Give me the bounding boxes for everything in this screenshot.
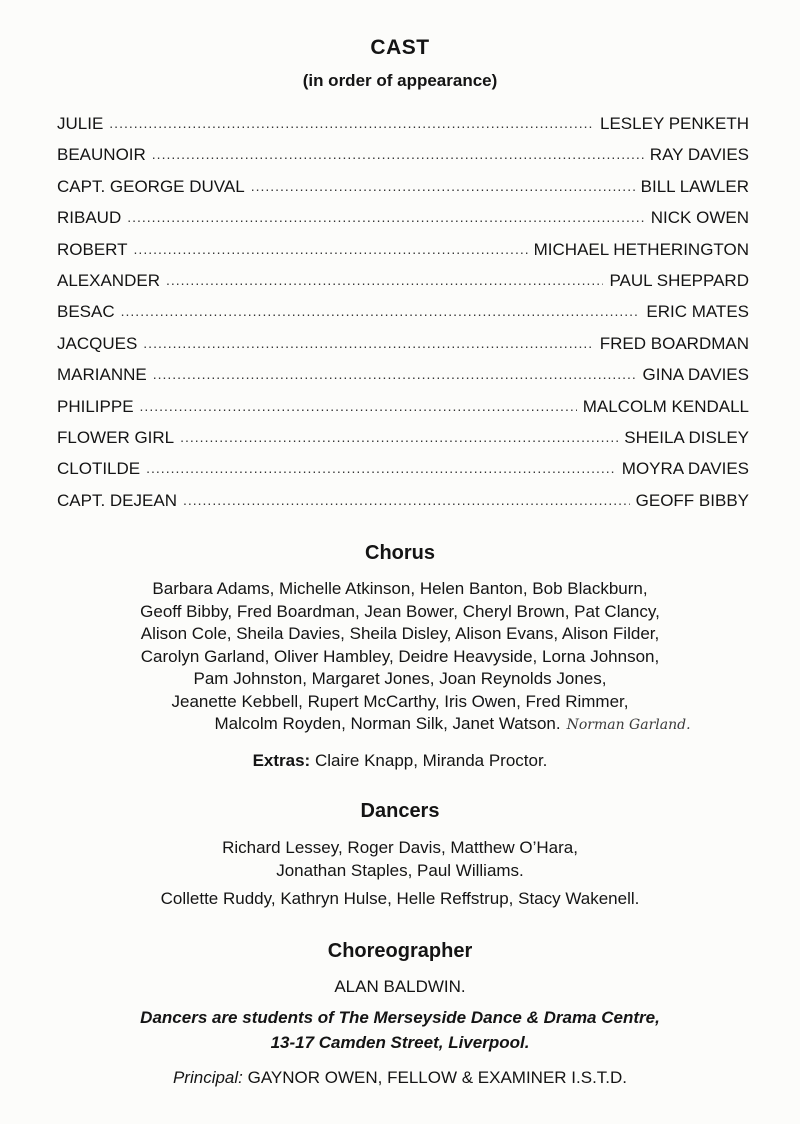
cast-row bbox=[57, 302, 749, 333]
role-name: CAPT. GEORGE DUVAL bbox=[57, 176, 245, 196]
dot-leader bbox=[166, 272, 604, 288]
dot-leader bbox=[180, 429, 618, 445]
cast-row bbox=[57, 271, 749, 302]
school-note bbox=[40, 1005, 760, 1055]
actor-name: ERIC MATES bbox=[646, 302, 749, 322]
actor-name: LESLEY PENKETH bbox=[600, 114, 749, 133]
role-name: ROBERT bbox=[57, 239, 128, 259]
cast-row bbox=[57, 240, 749, 271]
chorus-line: Geoff Bibby, Fred Boardman, Jean Bower, Cheryl Brown, Pat Clancy, bbox=[140, 601, 660, 621]
actor-name: FRED BOARDMAN bbox=[599, 333, 749, 353]
chorus-line: Jeanette Kebbell, Rupert McCarthy, Iris Owen, Fred Rimmer, bbox=[171, 691, 629, 711]
cast-row bbox=[57, 365, 749, 396]
cast-row bbox=[57, 177, 749, 208]
principal-label: Principal: bbox=[172, 1068, 243, 1087]
school-note-line: Dancers are students of The Merseyside Dance & Drama Centre, bbox=[140, 1008, 660, 1027]
principal-line bbox=[0, 1068, 800, 1088]
extras-line bbox=[0, 751, 800, 771]
chorus-line: Barbara Adams, Michelle Atkinson, Helen Banton, Bob Blackburn, bbox=[152, 579, 648, 598]
role-name: CAPT. DEJEAN bbox=[57, 490, 177, 510]
cast-row bbox=[57, 114, 749, 145]
role-name: BEAUNOIR bbox=[57, 145, 146, 165]
handwritten-note: Norman Garland. bbox=[566, 717, 691, 733]
extras-label: Extras: bbox=[252, 751, 311, 770]
actor-name: MOYRA DAVIES bbox=[621, 459, 749, 479]
cast-row bbox=[57, 208, 749, 239]
extras-names: Claire Knapp, Miranda Proctor. bbox=[314, 751, 548, 770]
dancers-group-2 bbox=[60, 888, 740, 911]
cast-row bbox=[57, 491, 749, 522]
actor-name: RAY DAVIES bbox=[649, 145, 749, 165]
cast-row bbox=[57, 428, 749, 459]
actor-name: GINA DAVIES bbox=[642, 365, 749, 385]
chorus-line: Malcolm Royden, Norman Silk, Janet Watson. bbox=[214, 714, 561, 733]
role-name: FLOWER GIRL bbox=[57, 427, 175, 447]
role-name: JACQUES bbox=[57, 333, 138, 353]
cast-list bbox=[57, 114, 749, 522]
chorus-line-last bbox=[50, 713, 750, 737]
dot-leader bbox=[146, 460, 616, 476]
role-name: CLOTILDE bbox=[57, 459, 141, 479]
actor-name: NICK OWEN bbox=[650, 208, 749, 228]
dot-leader bbox=[134, 241, 528, 257]
chorus-line: Carolyn Garland, Oliver Hambley, Deidre Heavyside, Lorna Johnson, bbox=[140, 646, 660, 666]
cast-row bbox=[57, 145, 749, 176]
dancers-heading: Dancers bbox=[360, 800, 440, 822]
dancers-line: Collette Ruddy, Kathryn Hulse, Helle Reffstrup, Stacy Wakenell. bbox=[160, 889, 640, 908]
actor-name: MALCOLM KENDALL bbox=[582, 396, 749, 416]
dancers-group-1 bbox=[60, 837, 740, 882]
chorus-list bbox=[50, 578, 750, 737]
chorus-line: Pam Johnston, Margaret Jones, Joan Reynolds Jones, bbox=[193, 669, 607, 688]
choreographer-name: ALAN BALDWIN. bbox=[334, 977, 466, 996]
actor-name: SHEILA DISLEY bbox=[624, 427, 749, 447]
cast-row bbox=[57, 334, 749, 365]
actor-name: PAUL SHEPPARD bbox=[609, 270, 749, 290]
role-name: ALEXANDER bbox=[57, 270, 160, 290]
role-name: PHILIPPE bbox=[57, 396, 134, 416]
principal-text: GAYNOR OWEN, FELLOW & EXAMINER I.S.T.D. bbox=[247, 1068, 628, 1087]
role-name: BESAC bbox=[57, 302, 115, 322]
actor-name: BILL LAWLER bbox=[640, 176, 749, 196]
cast-row bbox=[57, 397, 749, 428]
dot-leader bbox=[140, 398, 577, 414]
dancers-line: Richard Lessey, Roger Davis, Matthew O’Hara, bbox=[222, 838, 578, 857]
cast-heading: CAST bbox=[370, 36, 430, 59]
actor-name: MICHAEL HETHERINGTON bbox=[533, 239, 749, 259]
dot-leader bbox=[121, 303, 641, 319]
chorus-line: Alison Cole, Sheila Davies, Sheila Disley, Alison Evans, Alison Filder, bbox=[140, 624, 660, 643]
dot-leader bbox=[109, 115, 594, 131]
dot-leader bbox=[183, 492, 630, 508]
actor-name: GEOFF BIBBY bbox=[635, 490, 749, 510]
choreographer-heading: Choreographer bbox=[327, 940, 473, 962]
role-name: MARIANNE bbox=[57, 365, 147, 385]
cast-row bbox=[57, 459, 749, 490]
cast-subheading: (in order of appearance) bbox=[302, 71, 498, 90]
school-note-line: 13-17 Camden Street, Liverpool. bbox=[270, 1033, 530, 1052]
dancers-line: Jonathan Staples, Paul Williams. bbox=[276, 860, 524, 880]
dot-leader bbox=[143, 335, 593, 351]
dot-leader bbox=[127, 209, 645, 225]
role-name: JULIE bbox=[57, 114, 104, 133]
role-name: RIBAUD bbox=[57, 208, 122, 228]
dot-leader bbox=[153, 366, 637, 382]
dot-leader bbox=[152, 146, 644, 162]
dot-leader bbox=[251, 178, 635, 194]
chorus-heading: Chorus bbox=[365, 542, 435, 564]
